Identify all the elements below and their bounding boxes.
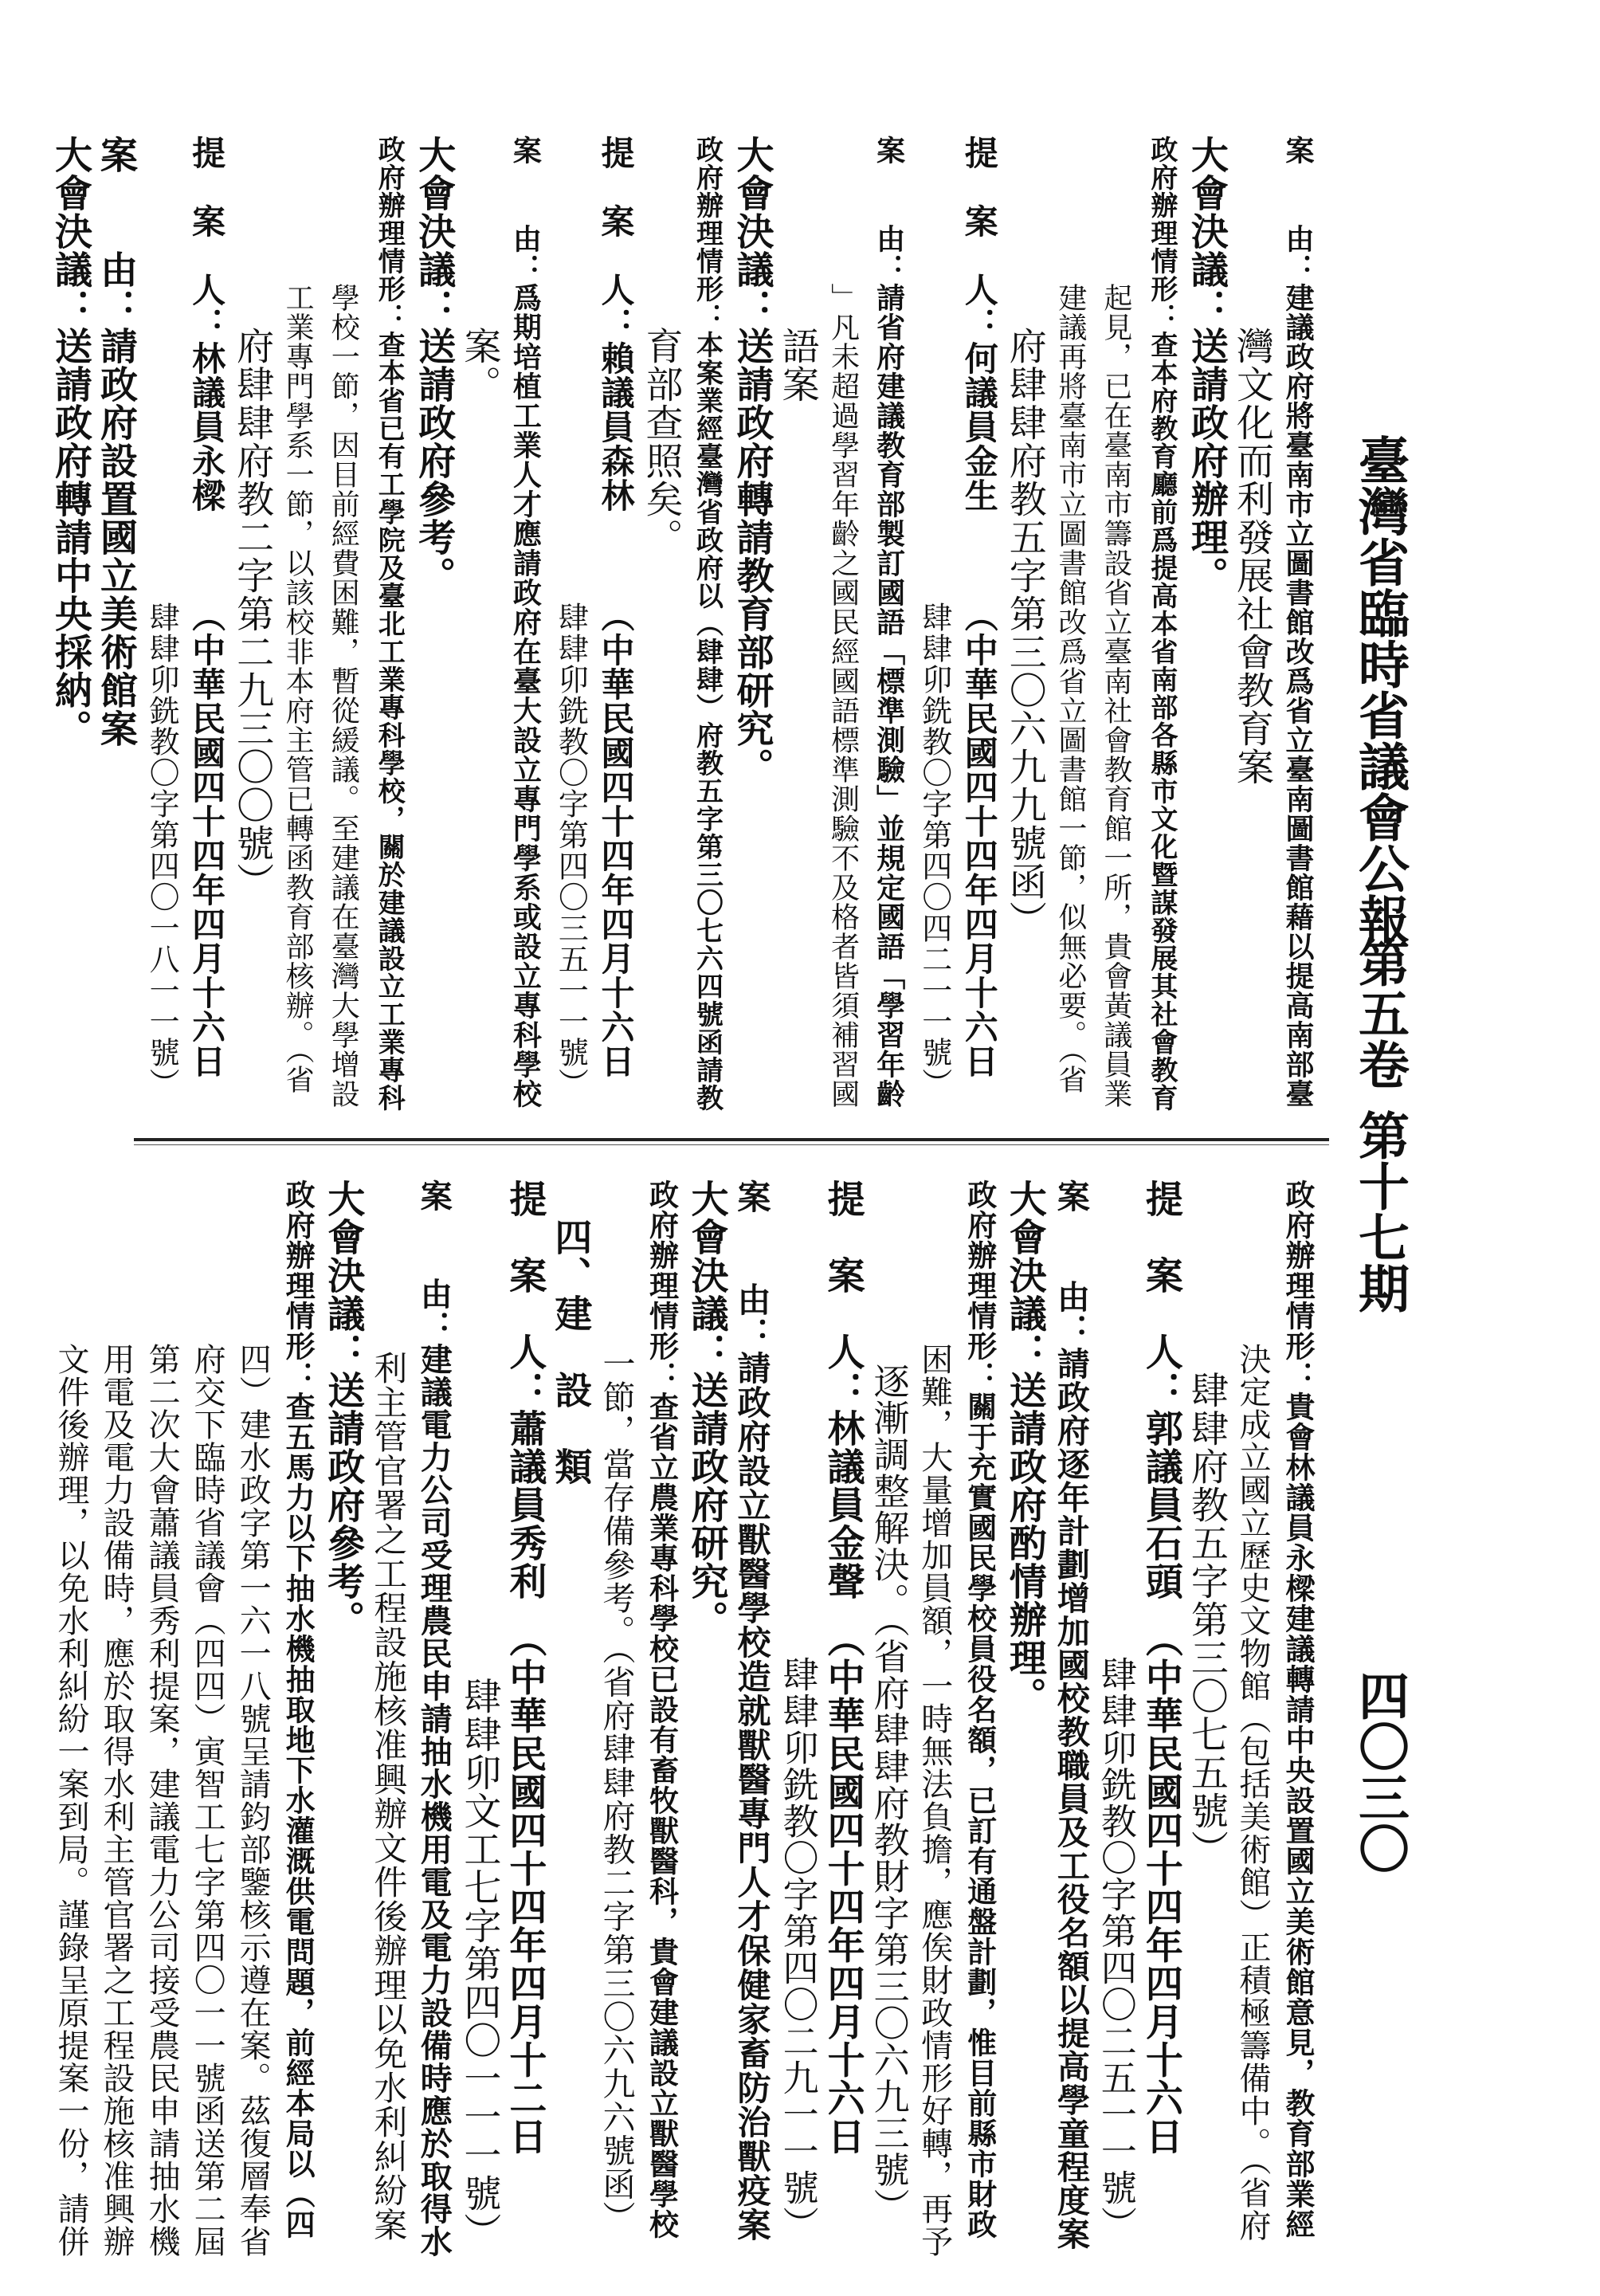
- upper-item-subject: 案 由：請省府建議教育部製訂國語「標準測驗」並規定國語「學習年齡: [872, 135, 906, 1109]
- lower-gov-handling: 政府辦理情形：關于充實國民學校員役名額，已訂有通盤計劃，惟目前縣市財政: [962, 1179, 998, 2239]
- lower-proposer: 提 案 人：郭議員石頭 （中華民國四十四年四月十六日: [1139, 1179, 1183, 2156]
- upper-resolution: 大會決議：送請政府參考。: [412, 135, 457, 595]
- lower-item-subject: 案 由：請政府逐年計劃增加國校教職員及工役名額以提高學童程度案: [1051, 1179, 1090, 2251]
- lower-text-line: 四）建水政字第一六一八號呈請鈞部鑒核示遵在案。茲復層奉省: [234, 1179, 272, 2258]
- gazette-title: 臺灣省臨時省議會公報: [1350, 434, 1410, 944]
- upper-text-line: 府肆肆府教二字第二九三〇〇號）: [230, 135, 275, 901]
- upper-proposer: 提 案 人：賴議員森林 （中華民國四十四年四月十六日: [596, 135, 636, 1078]
- lower-gov-handling: 政府辦理情形：查五馬力以下抽水機抽取地下水灌溉供電問題，前經本局以（四: [280, 1179, 316, 2239]
- upper-gov-handling: 政府辦理情形：查本府教育廳前爲提高本省南部各縣市文化暨謀發展其社會教育: [1145, 135, 1178, 1112]
- upper-item-subject: 案 由：爲期培植工業人才應請政府在臺大設立專門學系或設立專科學校: [508, 135, 543, 1109]
- upper-text-line: 案。: [457, 135, 502, 403]
- upper-resolution: 大會決議：送請政府轉請中央採納。: [49, 135, 92, 748]
- lower-date-ref: 肆肆卯銑教〇字第四〇二九一一號）: [776, 1179, 819, 2243]
- lower-text-line: 困難，大量增加員額，一時無法負擔，應俟財政情形好轉，再予: [916, 1179, 953, 2258]
- lower-gov-handling: 政府辦理情形：查省立農業專科學校已設有畜牧獸醫科，貴會建議設立獸醫學校: [644, 1179, 680, 2239]
- issue-label: 第十七期: [1350, 1109, 1410, 1313]
- upper-proposer: 提 案 人：林議員永樑 （中華民國四十四年四月十六日: [187, 135, 227, 1078]
- lower-proposer: 提 案 人：林議員金聲 （中華民國四十四年四月十六日: [821, 1179, 865, 2156]
- upper-text-line: 」凡未超過學習年齡之國民經國語標準測驗不及格者皆須補習國: [826, 135, 860, 1109]
- upper-date-ref: 肆肆卯銑教〇字第四〇四二一一號）: [916, 135, 952, 1099]
- lower-item-subject: 案 由：請政府設立獸醫學校造就獸醫專門人才保健家畜防治獸疫案: [732, 1179, 772, 2242]
- volume-label: 第五卷: [1350, 936, 1410, 1089]
- upper-item-subject: 案 由：請政府設置國立美術館案: [94, 135, 139, 748]
- upper-text-line: 育部查照矣。: [639, 135, 684, 556]
- upper-text-line: 灣文化而利發展社會教育案: [1229, 135, 1274, 786]
- lower-date-ref: 肆肆卯文工七字第四〇一一一號）: [457, 1179, 502, 2251]
- lower-resolution: 大會決議：送請政府酌情辦理。: [1002, 1179, 1047, 1715]
- upper-date-ref: 肆肆卯銑教〇字第四〇三五一一號）: [553, 135, 589, 1099]
- upper-resolution: 大會決議：送請政府轉請教育部研究。: [730, 135, 775, 786]
- lower-proposer: 提 案 人：蕭議員秀利 （中華民國四十四年四月十二日: [503, 1179, 547, 2156]
- upper-date-ref: 肆肆卯銑教〇字第四〇一八一一號）: [144, 135, 180, 1099]
- section-heading-construction: 四、建 設 類: [548, 1179, 593, 1486]
- lower-text-line: 府交下臨時省議會（四四）寅智工七字第四〇一一號函送第二屆: [189, 1179, 226, 2258]
- lower-item-subject: 案 由：建議電力公司受理農民申請抽水機用電及電力設備時應於取得水: [415, 1179, 453, 2258]
- page-number: 四〇三〇: [1350, 1670, 1410, 1874]
- lower-text-line: 第二次大會蕭議員秀利提案，建議電力公司接受農民申請抽水機: [143, 1179, 181, 2258]
- upper-gov-handling: 政府辦理情形：查本省已有工學院及臺北工業專科學校，關於建議設立工業專科: [373, 135, 406, 1112]
- upper-text-line: 學校一節，因目前經費困難，暫從緩議。至建議在臺灣大學增設: [327, 135, 360, 1109]
- lower-text-line: 決定成立國立歷史文物館（包括美術館）正積極籌備中。（省府: [1233, 1179, 1271, 2242]
- section-divider-thin: [134, 1144, 1329, 1145]
- upper-text-line: 建議再將臺南市立圖書館改爲省立圖書館一節，似無必要。（省: [1053, 135, 1087, 1094]
- lower-text-line: 肆肆府教五字第三〇七五號）: [1184, 1179, 1229, 1868]
- upper-text-line: 府肆肆府教五字第三〇六九九號函）: [1002, 135, 1047, 939]
- lower-text-line: 一節，當存備參考。（省府肆肆府教二字第三〇六九六號函）: [597, 1179, 636, 2235]
- section-divider: [134, 1138, 1329, 1141]
- upper-text-line: 起見，已在臺南市籌設省立臺南社會教育館一所，貴會黃議員業: [1099, 135, 1132, 1109]
- upper-text-line: 工業專門學系一節，以該校非本府主管已轉函教育部核辦。（省: [281, 135, 315, 1094]
- lower-resolution: 大會決議：送請政府研究。: [684, 1179, 729, 1639]
- lower-text-line: 逐漸調整解決。（省府肆肆府教財字第三〇六九三號）: [867, 1179, 910, 2225]
- upper-proposer: 提 案 人：何議員金生 （中華民國四十四年四月十六日: [959, 135, 999, 1078]
- lower-text-line: 利主管官署之工程設施核准興辦文件後辦理以免水利糾紛案: [369, 1179, 409, 2242]
- upper-gov-handling: 政府辦理情形：本案業經臺灣省政府以（肆肆）府教五字第三〇七六四號函請教: [691, 135, 724, 1112]
- lower-date-ref: 肆肆卯銑教〇字第四〇二五一一號）: [1094, 1179, 1137, 2243]
- upper-item-subject: 案 由：建議政府將臺南市立圖書館改爲省立臺南圖書館藉以提高南部臺: [1281, 135, 1315, 1109]
- lower-text-line: 文件後辦理，以免水利糾紛一案到局。謹錄呈原提案一份，請併: [53, 1179, 89, 2258]
- lower-text-line: 用電及電力設備時，應於取得水利主管官署之工程設施核准興辦: [98, 1179, 135, 2258]
- lower-gov-handling: 政府辦理情形：貴會林議員永樑建議轉請中央設置國立美術館意見，教育部業經: [1280, 1179, 1316, 2239]
- upper-text-line: 語案: [775, 135, 820, 403]
- lower-resolution: 大會決議：送請政府參考。: [321, 1179, 366, 1639]
- upper-resolution: 大會決議：送請政府辦理。: [1184, 135, 1229, 595]
